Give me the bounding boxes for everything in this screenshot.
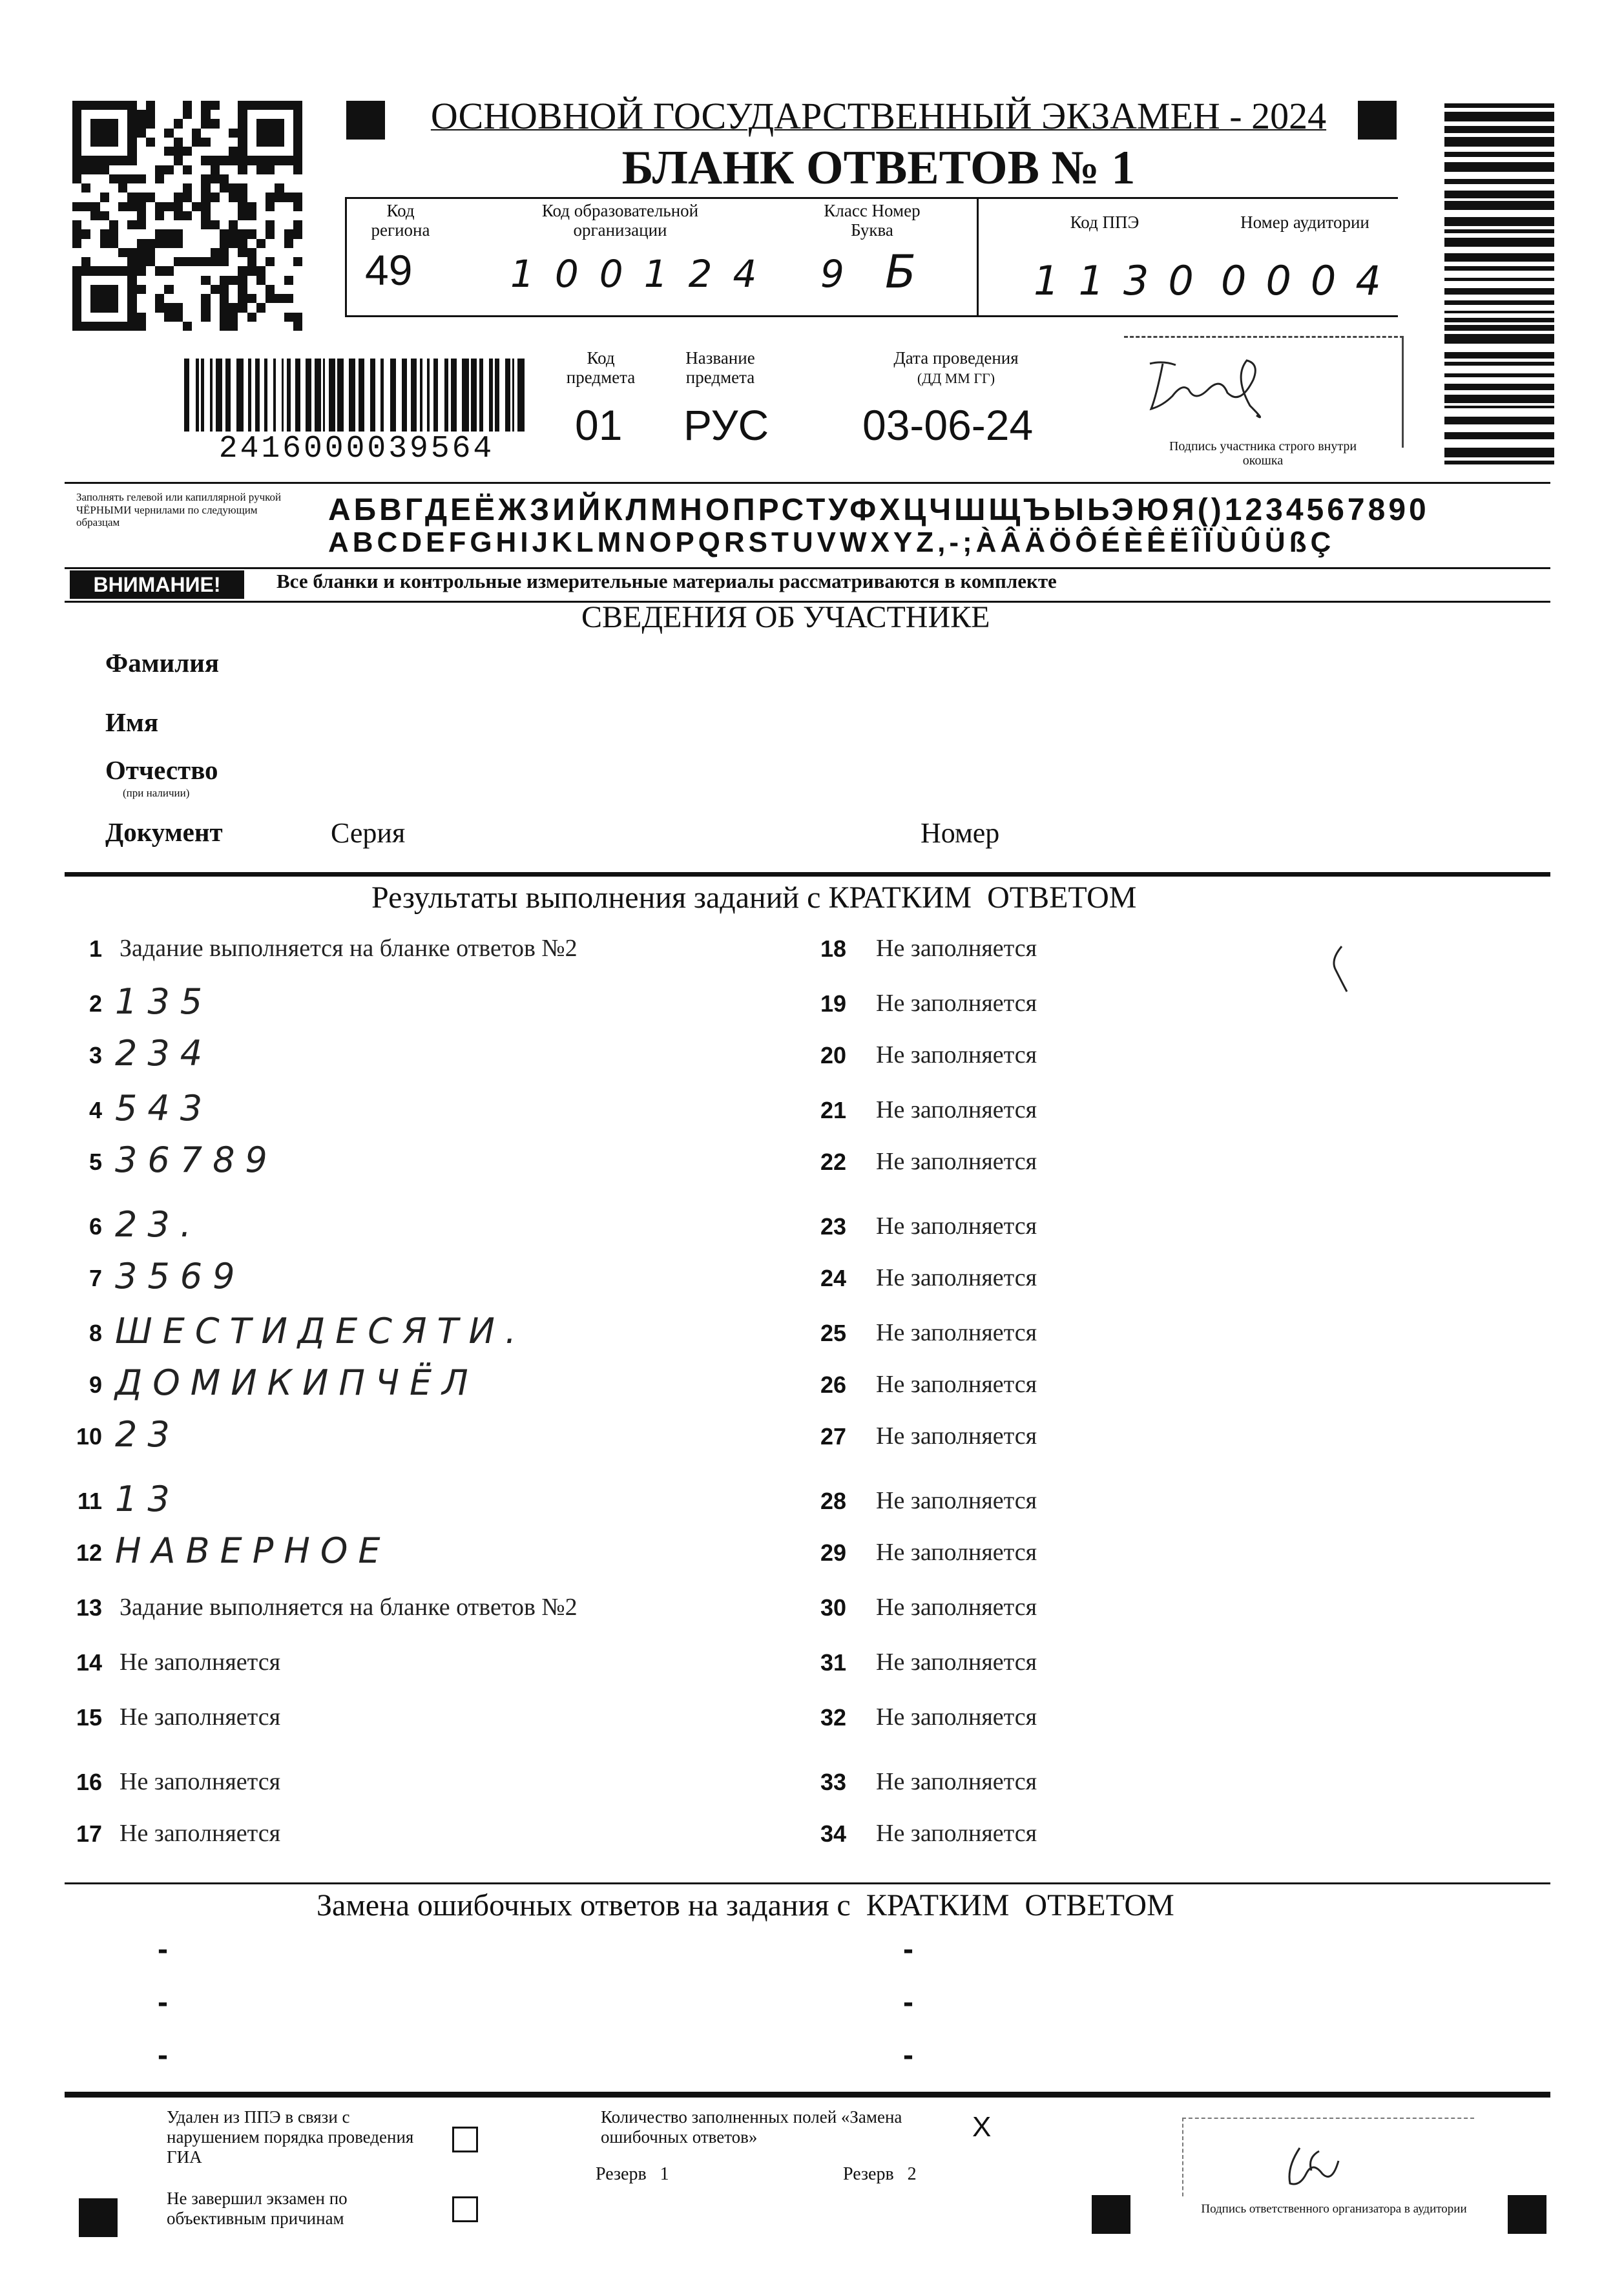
answer-row-2[interactable] — [39, 981, 749, 1030]
answer-value[interactable]: Не заполняется — [876, 1264, 1037, 1291]
answer-row-10[interactable] — [39, 1414, 749, 1463]
answer-number: 11 — [77, 1488, 102, 1514]
org-label: Код образовательной организации — [541, 201, 699, 240]
answer-value[interactable]: Не заполняется — [876, 1213, 1037, 1240]
replacement-count-label: Количество заполненных полей «Замена ошибочных ответов» — [601, 2107, 902, 2147]
answer-row-20[interactable] — [801, 1037, 1512, 1082]
stray-pen-mark — [1327, 943, 1353, 995]
corner-marker-top-right — [1358, 101, 1397, 140]
answer-number: 12 — [76, 1539, 102, 1566]
reserve-1: Резерв 1 — [596, 2164, 669, 2184]
answer-number: 18 — [820, 935, 846, 962]
answer-number: 16 — [76, 1769, 102, 1795]
answer-row-22[interactable] — [801, 1143, 1512, 1189]
answer-value[interactable]: Задание выполняется на бланке ответов №2 — [120, 935, 578, 962]
answer-value[interactable]: 23. — [115, 1204, 202, 1245]
replacement-dash-left-2[interactable]: - — [158, 1985, 168, 2019]
answer-row-13[interactable] — [39, 1589, 749, 1634]
answer-number: 7 — [88, 1265, 102, 1291]
answer-number: 27 — [820, 1423, 846, 1450]
answer-number: 13 — [76, 1594, 102, 1621]
region-label: Код региона — [371, 201, 430, 240]
ppe-label: Код ППЭ — [1070, 213, 1140, 232]
answer-value[interactable]: 36789 — [115, 1140, 278, 1180]
answer-row-34[interactable] — [801, 1815, 1512, 1860]
answer-number: 8 — [88, 1320, 102, 1346]
answer-value[interactable]: ШЕСТИДЕСЯТИ. — [115, 1311, 527, 1351]
answer-row-4[interactable] — [39, 1088, 749, 1137]
room-value[interactable]: 0004 — [1221, 257, 1400, 304]
answer-number: 23 — [820, 1213, 846, 1240]
date-label: Дата проведения — [893, 348, 1019, 368]
name-label: Имя — [105, 707, 158, 737]
replacement-dash-left-3[interactable]: - — [158, 2038, 168, 2072]
answer-number: 28 — [820, 1488, 846, 1514]
answer-number: 24 — [820, 1265, 846, 1291]
answer-value[interactable]: Не заполняется — [876, 935, 1037, 962]
replacement-count-value[interactable]: X — [972, 2111, 992, 2143]
answer-number: 3 — [88, 1042, 102, 1068]
answer-number: 21 — [820, 1097, 846, 1123]
answer-row-3[interactable] — [39, 1033, 749, 1082]
replacement-dash-right-1[interactable]: - — [903, 1932, 913, 1966]
official-signature — [1261, 2122, 1364, 2193]
patronymic-note: (при наличии) — [123, 787, 190, 799]
answer-number: 17 — [76, 1820, 102, 1847]
answer-value[interactable]: 135 — [115, 981, 213, 1022]
answer-number: 22 — [820, 1149, 846, 1175]
number-label: Номер — [921, 817, 1000, 849]
answer-row-18[interactable] — [801, 930, 1512, 975]
answer-row-12[interactable] — [39, 1530, 749, 1579]
answer-number: 2 — [88, 990, 102, 1017]
subject-code-value[interactable]: 01 — [575, 401, 623, 449]
participant-signature-box[interactable] — [1124, 336, 1404, 448]
answer-row-11[interactable] — [39, 1479, 749, 1528]
answer-number: 31 — [820, 1649, 846, 1676]
answer-number: 25 — [820, 1320, 846, 1346]
replacement-dash-right-3[interactable]: - — [903, 2038, 913, 2072]
corner-marker-bottom-mid — [1092, 2195, 1130, 2234]
official-signature-box[interactable] — [1182, 2118, 1474, 2196]
answer-row-30[interactable] — [801, 1589, 1512, 1634]
answer-number: 32 — [820, 1704, 846, 1731]
qr-code — [72, 101, 302, 331]
answer-value[interactable]: Не заполняется — [876, 1594, 1037, 1621]
class-letter[interactable]: Б — [885, 245, 935, 298]
answer-value[interactable]: Не заполняется — [876, 1096, 1037, 1123]
date-value[interactable]: 03-06-24 — [862, 401, 1034, 449]
answer-value[interactable]: 543 — [115, 1088, 213, 1129]
not-finished-checkbox[interactable] — [452, 2196, 478, 2222]
barcode-number: 2416000039564 — [169, 432, 544, 466]
answer-value[interactable]: Не заполняется — [120, 1820, 281, 1847]
answer-value[interactable]: Не заполняется — [876, 1148, 1037, 1175]
answer-number: 6 — [88, 1213, 102, 1240]
answer-row-16[interactable] — [39, 1764, 749, 1809]
corner-marker-bottom-left — [79, 2198, 118, 2237]
answer-number: 29 — [820, 1539, 846, 1566]
answer-row-26[interactable] — [801, 1366, 1512, 1411]
answer-number: 9 — [88, 1371, 102, 1398]
answer-number: 19 — [820, 990, 846, 1017]
removed-label: Удален из ППЭ в связи с нарушением порядка проведения ГИА — [167, 2107, 414, 2167]
answer-row-29[interactable] — [801, 1534, 1512, 1579]
answer-row-32[interactable] — [801, 1699, 1512, 1744]
form-title: БЛАНК ОТВЕТОВ № 1 — [621, 141, 1136, 194]
answer-row-1[interactable] — [39, 930, 749, 975]
class-number[interactable]: 9 — [820, 252, 862, 296]
answer-value[interactable]: Задание выполняется на бланке ответов №2 — [120, 1594, 578, 1621]
answer-row-19[interactable] — [801, 985, 1512, 1030]
answer-value[interactable]: Не заполняется — [876, 1539, 1037, 1566]
answer-value[interactable]: 23 — [115, 1414, 180, 1455]
subject-name-label: Название предмета — [685, 348, 755, 387]
answer-value[interactable]: Не заполняется — [876, 1319, 1037, 1346]
answer-value[interactable]: Не заполняется — [120, 1768, 281, 1795]
answer-row-23[interactable] — [801, 1208, 1512, 1253]
exam-title: ОСНОВНОЙ ГОСУДАРСТВЕННЫЙ ЭКЗАМЕН - 2024 — [430, 95, 1327, 137]
answer-number: 1 — [88, 935, 102, 962]
answer-row-33[interactable] — [801, 1764, 1512, 1809]
answer-number: 34 — [820, 1820, 846, 1847]
answer-value[interactable]: Не заполняется — [120, 1703, 281, 1731]
answer-row-31[interactable] — [801, 1644, 1512, 1689]
not-finished-label: Не завершил экзамен по объективным причинам — [167, 2189, 348, 2229]
answer-value[interactable]: Не заполняется — [876, 1041, 1037, 1068]
answer-value[interactable]: Не заполняется — [876, 1371, 1037, 1398]
answer-value[interactable]: Не заполняется — [876, 990, 1037, 1017]
surname-label: Фамилия — [105, 648, 220, 678]
answer-row-28[interactable] — [801, 1483, 1512, 1528]
answer-value[interactable]: ДОМИКИПЧЁЛ — [115, 1362, 479, 1403]
answer-number: 30 — [820, 1594, 846, 1621]
answer-number: 4 — [88, 1097, 102, 1123]
ppe-value[interactable]: 1130 — [1034, 257, 1213, 304]
answer-row-17[interactable] — [39, 1815, 749, 1860]
answer-row-9[interactable] — [39, 1362, 749, 1411]
answer-number: 10 — [76, 1423, 102, 1450]
answer-value[interactable]: НАВЕРНОЕ — [115, 1530, 391, 1571]
sample-instruction: Заполнять гелевой или капиллярной ручкой ЧЁРНЫМИ чернилами по следующим образцам — [76, 491, 282, 529]
answer-number: 14 — [76, 1649, 102, 1676]
date-format: (ДД ММ ГГ) — [917, 370, 995, 386]
answer-row-27[interactable] — [801, 1418, 1512, 1463]
replacement-dash-left-1[interactable]: - — [158, 1932, 168, 1966]
answer-number: 15 — [76, 1704, 102, 1731]
answer-number: 26 — [820, 1371, 846, 1398]
answer-row-7[interactable] — [39, 1256, 749, 1305]
answer-value[interactable]: 234 — [115, 1033, 213, 1074]
answer-value[interactable]: Не заполняется — [876, 1820, 1037, 1847]
notice-text: Все бланки и контрольные измерительные материалы рассматриваются в комплекте — [276, 570, 1057, 592]
answer-value[interactable]: 13 — [115, 1479, 180, 1519]
answer-row-15[interactable] — [39, 1699, 749, 1744]
answer-value[interactable]: Не заполняется — [876, 1768, 1037, 1795]
replacement-dash-right-2[interactable]: - — [903, 1985, 913, 2019]
room-label: Номер аудитории — [1240, 213, 1369, 232]
answer-row-24[interactable] — [801, 1260, 1512, 1305]
answer-value[interactable]: 3569 — [115, 1256, 245, 1297]
class-label: Класс Номер Буква — [824, 201, 921, 240]
answers-section-title: Результаты выполнения заданий с КРАТКИМ ОТВЕТОМ — [371, 880, 1137, 915]
official-caption: Подпись ответственного организатора в аудитории — [1201, 2202, 1467, 2216]
reserve-2: Резерв 2 — [843, 2164, 917, 2184]
participant-signature — [1137, 344, 1318, 422]
sample-row-2: ABCDEFGHIJKLMNOPQRSTUVWXYZ,-;ÀÂÄÖÔÉÈÊËÎÏÙÛÜßÇ — [328, 526, 1335, 558]
region-value[interactable]: 49 — [365, 246, 413, 294]
subject-name-value[interactable]: РУС — [683, 401, 769, 449]
document-label: Документ — [105, 817, 223, 847]
series-label: Серия — [331, 817, 406, 849]
answer-row-5[interactable] — [39, 1140, 749, 1189]
corner-marker-bottom-right — [1508, 2195, 1546, 2234]
patronymic-label: Отчество — [105, 755, 218, 785]
answer-number: 5 — [88, 1149, 102, 1175]
side-barcode — [1444, 103, 1554, 472]
answer-number: 33 — [820, 1769, 846, 1795]
answer-value[interactable]: Не заполняется — [876, 1487, 1037, 1514]
notice-badge: ВНИМАНИЕ! — [70, 570, 244, 599]
subject-code-label: Код предмета — [566, 348, 636, 387]
answer-value[interactable]: Не заполняется — [876, 1649, 1037, 1676]
participant-section-title: СВЕДЕНИЯ ОБ УЧАСТНИКЕ — [581, 600, 990, 634]
replacement-section-title: Замена ошибочных ответов на задания с КРАТКИМ ОТВЕТОМ — [317, 1888, 1174, 1922]
answer-value[interactable]: Не заполняется — [876, 1703, 1037, 1731]
org-value[interactable]: 100124 — [510, 252, 778, 296]
sample-row-1: АБВГДЕЁЖЗИЙКЛМНОПРСТУФХЦЧШЩЪЫЬЭЮЯ()1234567890 — [328, 493, 1430, 527]
answer-row-25[interactable] — [801, 1315, 1512, 1360]
answer-value[interactable]: Не заполняется — [120, 1649, 281, 1676]
removed-checkbox[interactable] — [452, 2127, 478, 2152]
answer-row-6[interactable] — [39, 1204, 749, 1253]
signature-caption: Подпись участника строго внутри окошка — [1169, 439, 1357, 468]
answer-number: 20 — [820, 1042, 846, 1068]
answer-row-21[interactable] — [801, 1092, 1512, 1137]
answer-row-8[interactable] — [39, 1311, 749, 1360]
answer-row-14[interactable] — [39, 1644, 749, 1689]
corner-marker-top-left — [346, 101, 385, 140]
answer-value[interactable]: Не заполняется — [876, 1422, 1037, 1450]
